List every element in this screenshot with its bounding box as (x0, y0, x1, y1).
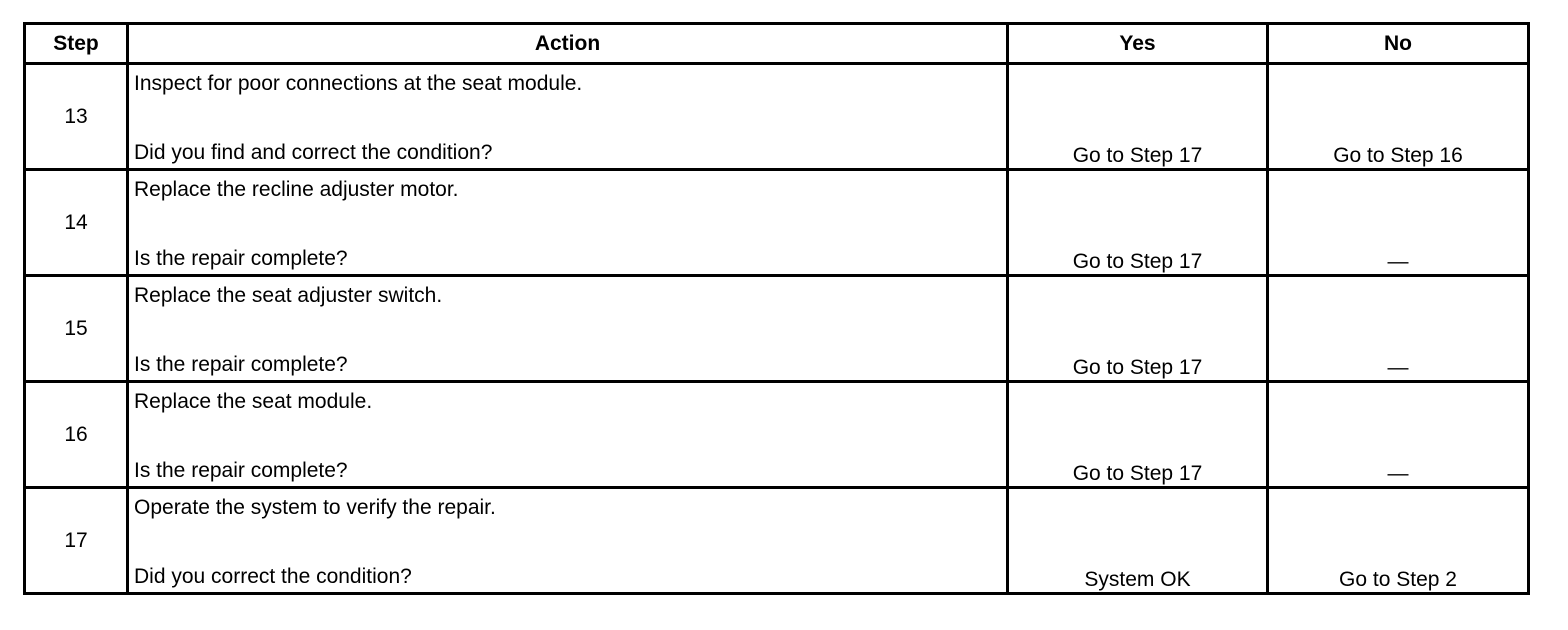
header-step: Step (25, 24, 128, 64)
no-result: — (1387, 356, 1409, 379)
action-text: Replace the recline adjuster motor. (134, 178, 459, 201)
yes-result: Go to Step 17 (1072, 462, 1203, 485)
header-no: No (1268, 24, 1529, 64)
action-question: Is the repair complete? (134, 247, 348, 270)
step-number: 16 (25, 382, 128, 488)
no-cell (1268, 170, 1529, 276)
no-result: Go to Step 16 (1333, 144, 1463, 167)
yes-cell (1008, 276, 1268, 382)
action-cell (128, 488, 1008, 594)
step-number: 17 (25, 488, 128, 594)
table-row (25, 276, 1529, 382)
action-question: Is the repair complete? (134, 459, 348, 482)
no-result: Go to Step 2 (1339, 568, 1457, 591)
action-question: Did you find and correct the condition? (134, 141, 493, 164)
action-question: Is the repair complete? (134, 353, 348, 376)
no-cell (1268, 64, 1529, 170)
no-result: — (1387, 462, 1409, 485)
action-text: Operate the system to verify the repair. (134, 496, 496, 519)
step-number: 14 (25, 170, 128, 276)
action-text: Replace the seat adjuster switch. (134, 284, 443, 307)
no-cell (1268, 488, 1529, 594)
step-number: 15 (25, 276, 128, 382)
yes-result: Go to Step 17 (1072, 144, 1203, 167)
header-row (25, 24, 1529, 64)
action-text: Inspect for poor connections at the seat module. (134, 72, 583, 95)
table-row (25, 170, 1529, 276)
yes-result: Go to Step 17 (1072, 250, 1203, 273)
action-cell (128, 170, 1008, 276)
yes-result: Go to Step 17 (1072, 356, 1203, 379)
yes-cell (1008, 170, 1268, 276)
yes-cell (1008, 64, 1268, 170)
action-question: Did you correct the condition? (134, 565, 412, 588)
no-cell (1268, 276, 1529, 382)
step-number: 13 (25, 64, 128, 170)
no-result: — (1387, 250, 1409, 273)
table-row (25, 64, 1529, 170)
yes-cell (1008, 488, 1268, 594)
no-cell (1268, 382, 1529, 488)
yes-result: System OK (1084, 568, 1191, 591)
yes-cell (1008, 382, 1268, 488)
action-cell (128, 64, 1008, 170)
diagnostic-table (23, 22, 1530, 595)
table-row (25, 382, 1529, 488)
action-cell (128, 276, 1008, 382)
action-cell (128, 382, 1008, 488)
table-row (25, 488, 1529, 594)
header-action: Action (128, 24, 1008, 64)
action-text: Replace the seat module. (134, 390, 373, 413)
header-yes: Yes (1008, 24, 1268, 64)
